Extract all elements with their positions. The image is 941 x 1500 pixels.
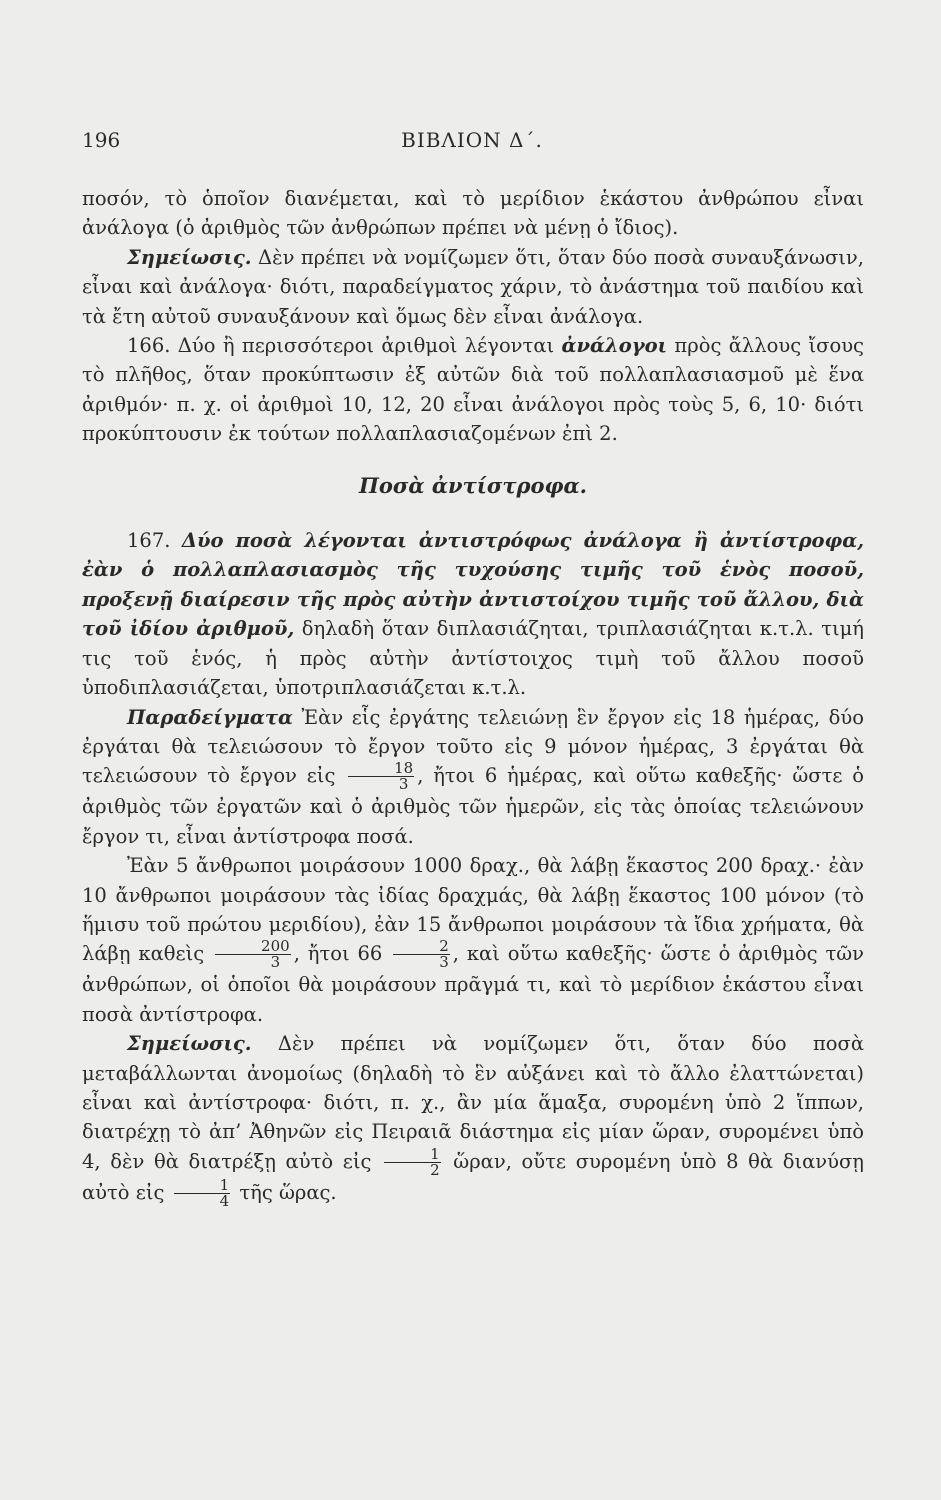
note2-label: Σημείωσις. [127,1032,252,1056]
note2-c: τῆς ὥρας. [233,1180,337,1204]
paragraph-167 [82,526,864,702]
ex-a: Ἐὰν εἷς ἐργάτης τελειώνῃ ἓν ἔργον εἰς 18 ἡμέρας, δύο ἐργάται θὰ τελειώσουν τὸ ἔργον τοῦτο εἰς 9 μόνον ἡμέρας, 3 ἐργάται θὰ τελειώσουν τὸ ἔργον εἰς [82,705,864,788]
money-b: , ἤτοι 66 [293,942,391,966]
money-a: Ἐὰν 5 ἄνθρωποι μοιράσουν 1000 δραχ., θὰ λάβῃ ἕκαστος 200 δραχ.· ἐὰν 10 ἄνθρωποι μοιράσουν τὰς ἰδίας δραχμάς, θὰ λάβῃ ἕκαστος 100 μόνον (τὸ ἥμισυ τοῦ πρώτου μεριδίου), ἐὰν 15 ἄνθρωποι μοιράσουν τὰ ἴδια χρήματα, θὰ λάβῃ καθεὶς [82,854,864,966]
page-header [82,128,862,158]
p166-b: πρὸς ἄλλους ἴσους τὸ πλῆθος, ὅταν προκύπτωσιν ἐξ αὐτῶν διὰ τοῦ πολλαπλασιασμοῦ μὲ ἕνα ἀριθμόν· π. χ. οἱ ἀριθμοὶ 10, 12, 20 εἶναι ἀνάλογοι πρὸς τοὺς 5, 6, 10· διότι προκύπτουσιν ἐκ τούτων πολλαπλασιαζομένων ἐπὶ 2. [82,334,864,446]
paragraph-166 [82,331,864,449]
definition-text: Δύο ποσὰ λέγονται ἀντιστρόφως ἀνάλογα ἢ ἀντίστροφα, ἐὰν ὁ πολλαπλασιασμὸς τῆς τυχούσης τιμῆς τοῦ ἑνὸς ποσοῦ, προξενῇ διαίρεσιν τῆς πρὸς αὐτὴν ἀντιστοίχου τιμῆς τοῦ ἄλλου, διὰ τοῦ ἰδίου ἀριθμοῦ, [82,529,864,641]
page-number: 196 [82,128,121,152]
section-title: Ποσὰ ἀντίστροφα. [359,472,587,498]
ex-b: , ἤτοι 6 ἡμέρας, καὶ οὕτω καθεξῆς· ὥστε ὁ ἀριθμὸς τῶν ἐργατῶν καὶ ὁ ἀριθμὸς τῶν ἡμερῶν, εἰς τὰς ὁποίας τελειώνουν ἔργον τι, εἶναι ἀντίστροφα ποσά. [82,764,864,848]
paragraph-note-2 [82,1029,864,1209]
fraction-1-4: $\frac{1}{4}$ [174,1178,231,1209]
note2-a: Δὲν πρέπει νὰ νομίζωμεν ὅτι, ὅταν δύο ποσὰ μεταβάλλωνται ἀνομοίως (δηλαδὴ τὸ ἓν αὐξάνει καὶ τὸ ἄλλο ἐλαττώνεται) εἶναι καὶ ἀντίστροφα· διότι, π. χ., ἂν μία ἅμαξα, συρομένη ὑπὸ 2 ἵππων, διατρέχῃ τὸ ἀπ’ Ἀθηνῶν εἰς Πειραιᾶ διάστημα εἰς μίαν ὥραν, συρομένει ὑπὸ 4, δὲν θὰ διατρέξῃ αὐτὸ εἰς [82,1032,864,1173]
fraction-1-2: $\frac{1}{2}$ [384,1147,441,1178]
p167-rest: δηλαδὴ ὅταν διπλασιάζηται, τριπλασιάζηται κ.τ.λ. τιμή τις τοῦ ἑνός, ἡ πρὸς αὐτὴν ἀντίστοιχος τιμὴ τοῦ ἄλλου ποσοῦ ὑποδιπλασιάζεται, ὑποτριπλασιάζεται κ.τ.λ. [82,617,864,700]
paragraph-examples [82,703,864,852]
money-c: , καὶ οὕτω καθεξῆς· ὥστε ὁ ἀριθμὸς τῶν ἀνθρώπων, οἱ ὁποῖοι θὰ μοιράσουν πρᾶγμά τι, καὶ τὸ μερίδιον ἑκάστου εἶναι ποσὰ ἀντίστροφα. [82,942,864,1026]
body-text [82,184,864,1209]
p166-a: 166. Δύο ἢ περισσότεροι ἀριθμοὶ λέγονται [127,334,562,358]
note2-b: ὥραν, οὔτε συρομένη ὑπὸ 8 θὰ διανύσῃ αὐτὸ εἰς [82,1149,864,1204]
paragraph-money-example [82,851,864,1029]
p1-text: ποσόν, τὸ ὁποῖον διανέμεται, καὶ τὸ μερίδιον ἑκάστου ἀνθρώπου εἶναι ἀνάλογα (ὁ ἀριθμὸς τῶν ἀνθρώπων πρέπει νὰ μένῃ ὁ ἴδιος). [82,187,864,240]
fraction-2-3: $\frac{2}{3}$ [393,939,450,970]
examples-label: Παραδείγματα [127,705,293,729]
fraction-18-3: $\frac{18}{3}$ [348,761,414,792]
fraction-200-3: $\frac{200}{3}$ [215,939,291,970]
running-head: ΒΙΒΛΙΟΝ Δ΄. [401,128,543,152]
note-label: Σημείωσις. [127,245,252,269]
note-text: Δὲν πρέπει νὰ νομίζωμεν ὅτι, ὅταν δύο ποσὰ συναυξάνωσιν, εἶναι καὶ ἀνάλογα· διότι, παραδείγματος χάριν, τὸ ἀνάστημα τοῦ παιδίου καὶ τὰ ἔτη αὐτοῦ συναυξάνουν καὶ ὅμως δὲν εἶναι ἀνάλογα. [82,245,864,328]
term-analogoi: ἀνάλογοι [561,334,668,358]
paragraph-continued [82,184,864,243]
paragraph-note-1 [82,243,864,331]
p167-num: 167. [127,529,182,553]
